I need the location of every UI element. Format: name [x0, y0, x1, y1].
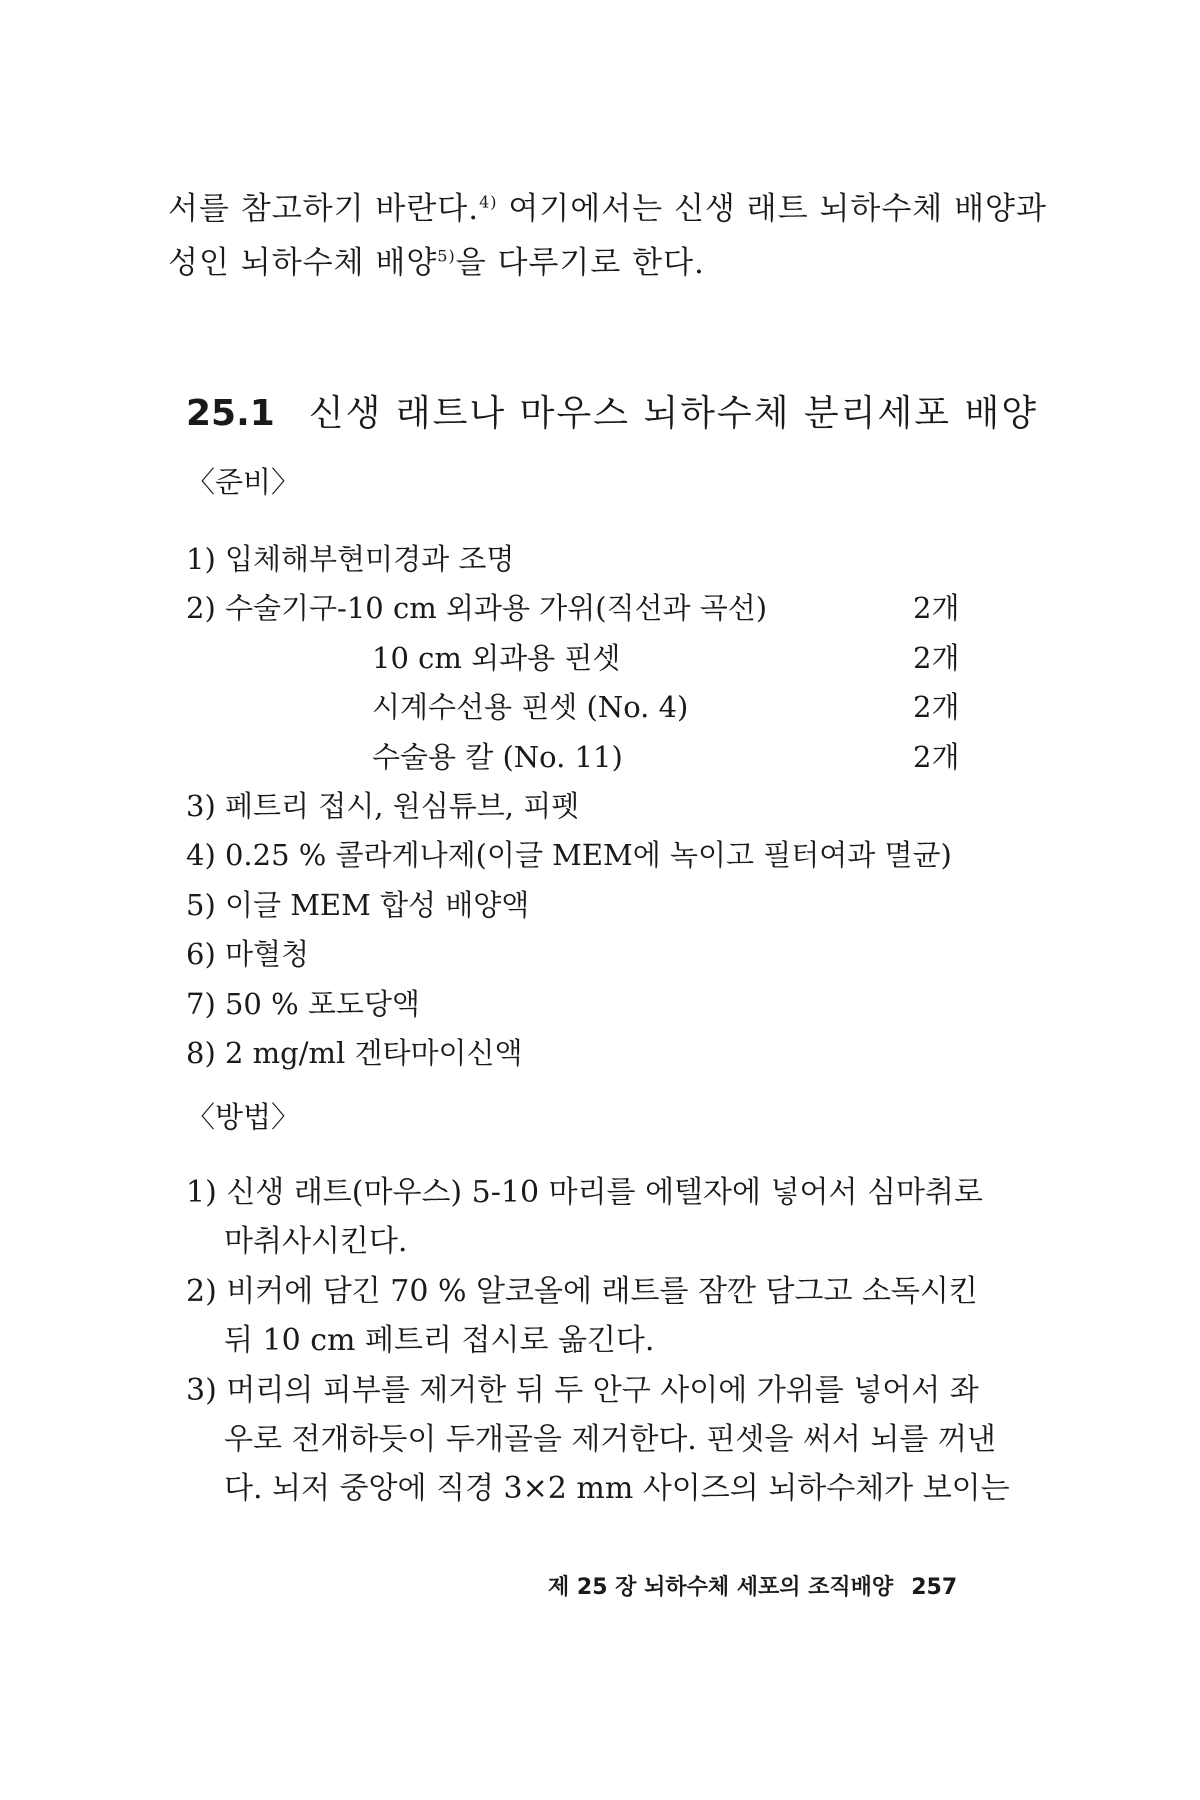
- intro-text: 성인 뇌하수체 배양: [168, 245, 438, 281]
- list-item: [186, 980, 1006, 1029]
- item-quantity: 2개: [913, 739, 960, 774]
- item-text: 6) 마혈청: [186, 937, 310, 972]
- section-number: 25.1: [186, 393, 275, 434]
- item-text: 1) 입체해부현미경과 조명: [186, 542, 515, 576]
- page-footer: [548, 1570, 957, 1601]
- preparation-label: 〈준비〉: [186, 465, 301, 499]
- intro-text: 서를 참고하기 바란다.: [168, 191, 480, 227]
- reference-superscript: 4): [479, 192, 498, 212]
- step-line: 1) 신생 래트(마우스) 5-10 마리를 에텔자에 넣어서 심마취로: [186, 1175, 983, 1210]
- list-item: [186, 733, 1006, 782]
- item-text: 10 cm 외과용 핀셋: [372, 640, 621, 675]
- step-line: 뒤 10 cm 페트리 접시로 옮긴다.: [224, 1323, 655, 1358]
- list-item: [186, 584, 1006, 633]
- item-text: 3) 페트리 접시, 원심튜브, 피펫: [186, 788, 580, 823]
- running-footer-chapter: 제 25 장 뇌하수체 세포의 조직배양: [548, 1575, 894, 1600]
- section-heading: [186, 385, 1038, 436]
- intro-line: [168, 236, 1048, 290]
- intro-line: [168, 182, 1048, 236]
- item-text: 수술용 칼 (No. 11): [372, 739, 623, 774]
- item-text: 8) 2 mg/ml 겐타마이신액: [186, 1035, 523, 1070]
- page-number: 257: [911, 1575, 958, 1600]
- list-item: [186, 831, 1006, 880]
- list-item: [186, 881, 1006, 930]
- list-item: [186, 930, 1006, 979]
- item-text: 시계수선용 핀셋 (No. 4): [372, 690, 689, 725]
- list-item: [186, 634, 1006, 683]
- step-line: 다. 뇌저 중앙에 직경 3×2 mm 사이즈의 뇌하수체가 보이는: [224, 1471, 1010, 1506]
- reference-superscript: 5): [437, 246, 456, 266]
- list-item: [186, 782, 1006, 831]
- list-item: [186, 1029, 1006, 1078]
- item-text: 7) 50 % 포도당액: [186, 986, 420, 1021]
- step-line: 마취사시킨다.: [224, 1224, 408, 1259]
- intro-text: 을 다루기로 한다.: [455, 245, 705, 281]
- list-item: [186, 683, 1006, 732]
- intro-paragraph: [168, 182, 1048, 290]
- method-list: [186, 1168, 1046, 1514]
- step-line: 우로 전개하듯이 두개골을 제거한다. 핀셋을 써서 뇌를 꺼낸: [224, 1422, 996, 1457]
- item-quantity: 2개: [913, 690, 960, 725]
- intro-text: 여기에서는 신생 래트 뇌하수체 배양과: [497, 191, 1047, 227]
- item-text: 2) 수술기구-10 cm 외과용 가위(직선과 곡선): [186, 591, 768, 626]
- item-text: 5) 이글 MEM 합성 배양액: [186, 887, 530, 922]
- step-line: 2) 비커에 담긴 70 % 알코올에 래트를 잠깐 담그고 소독시킨: [186, 1274, 978, 1309]
- method-step: [186, 1168, 1046, 1266]
- section-title: 신생 래트나 마우스 뇌하수체 분리세포 배양: [308, 393, 1039, 434]
- preparation-list: [186, 535, 1006, 1078]
- method-label: 〈방법〉: [186, 1100, 301, 1134]
- item-text: 4) 0.25 % 콜라게나제(이글 MEM에 녹이고 필터여과 멸균): [186, 838, 952, 873]
- method-step: [186, 1267, 1046, 1365]
- item-quantity: 2개: [913, 640, 960, 675]
- method-step: [186, 1366, 1046, 1513]
- step-line: 3) 머리의 피부를 제거한 뒤 두 안구 사이에 가위를 넣어서 좌: [186, 1373, 979, 1408]
- list-item: [186, 535, 1006, 584]
- item-quantity: 2개: [913, 591, 960, 626]
